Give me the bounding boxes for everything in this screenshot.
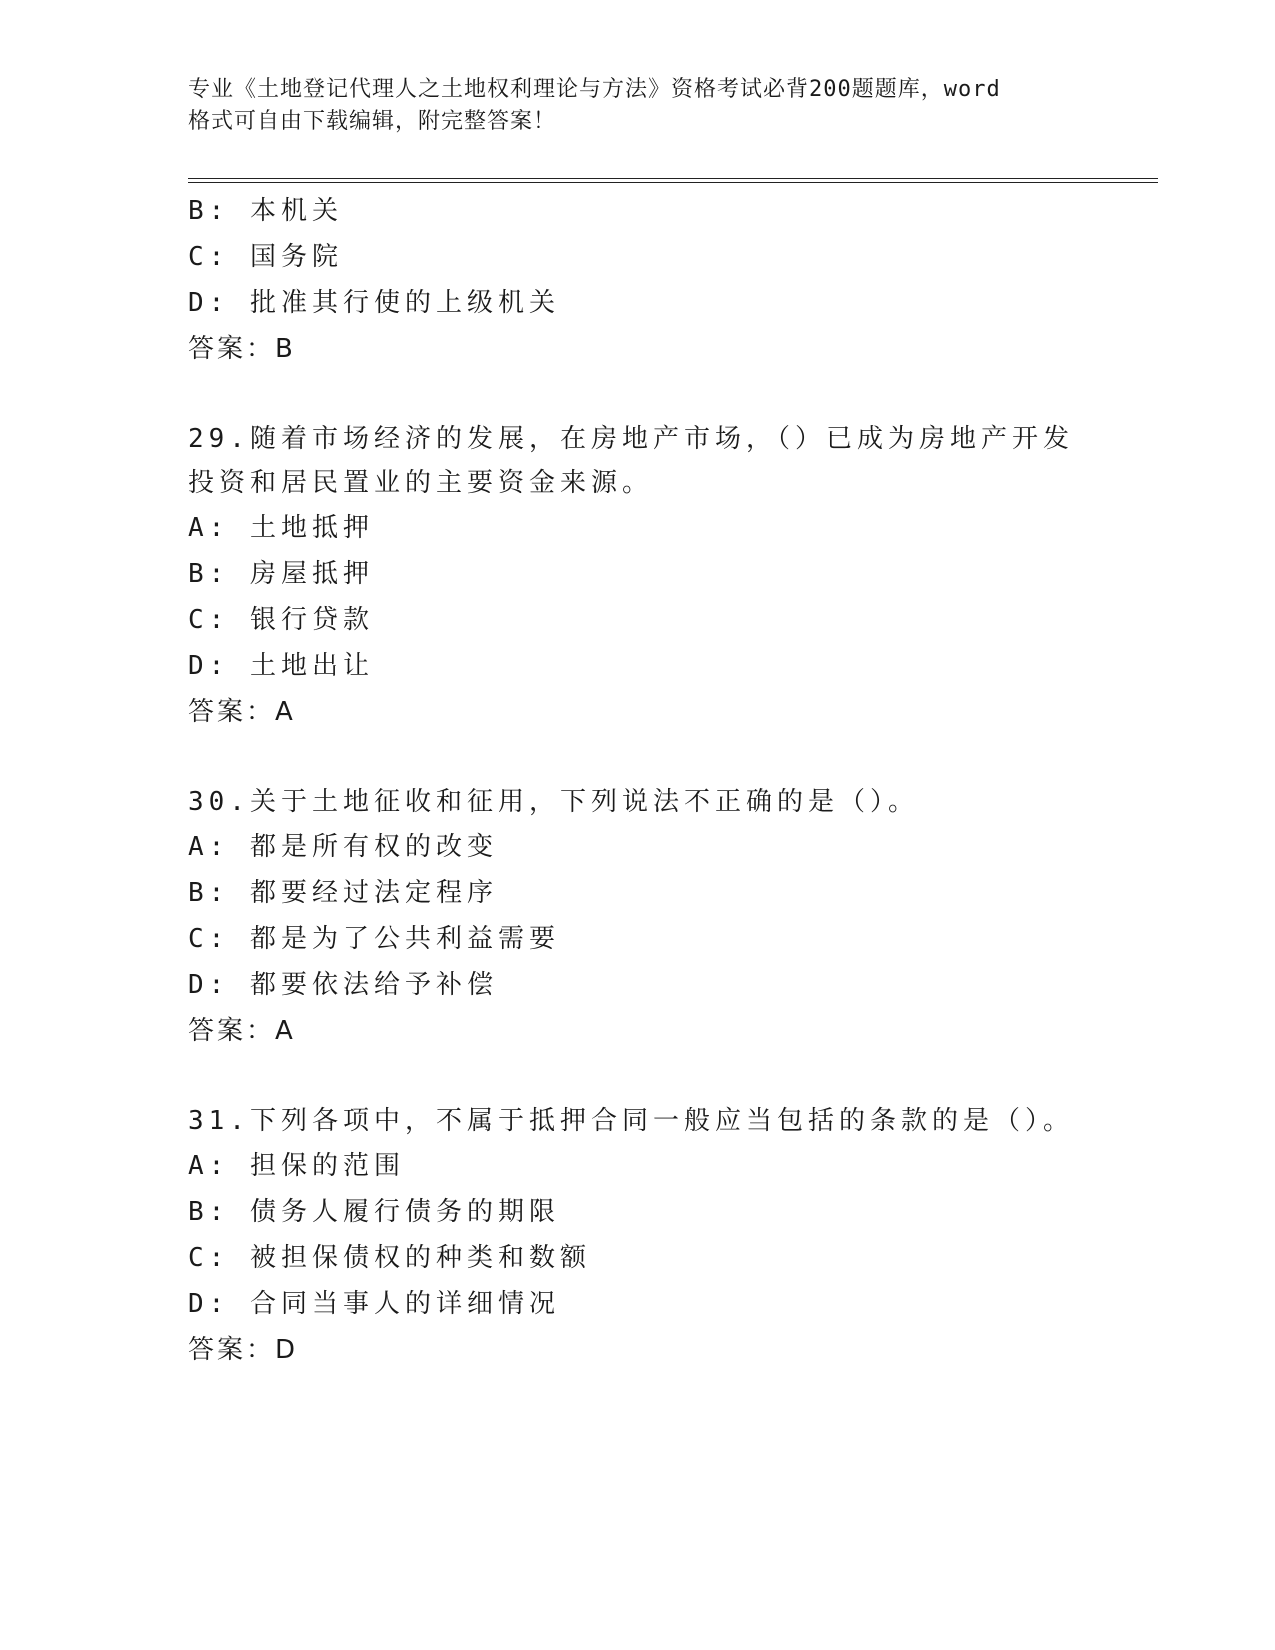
partial-question: [188, 188, 1088, 372]
option-a: A: 都是所有权的改变: [188, 832, 498, 862]
option-a: A: 土地抵押: [188, 513, 374, 543]
option-c: C: 被担保债权的种类和数额: [188, 1243, 591, 1273]
question-stem: 31.下列各项中，不属于抵押合同一般应当包括的条款的是（）。: [188, 1106, 1074, 1136]
option-d: D: 批准其行使的上级机关: [188, 288, 560, 318]
answer: 答案：A: [188, 1016, 296, 1046]
header-divider: [188, 178, 1158, 183]
option-d: D: 都要依法给予补偿: [188, 970, 498, 1000]
question-31: [188, 1099, 1088, 1373]
option-a: A: 担保的范围: [188, 1151, 405, 1181]
question-29: [188, 417, 1088, 735]
option-b: B: 债务人履行债务的期限: [188, 1197, 560, 1227]
document-body: [188, 188, 1088, 1373]
answer: 答案：D: [188, 1335, 299, 1365]
header-line-2: 格式可自由下载编辑，附完整答案！: [188, 109, 557, 134]
header-line-1: 专业《土地登记代理人之土地权利理论与方法》资格考试必背200题题库，word: [188, 77, 1001, 102]
document-header: [188, 74, 1088, 138]
question-stem: 29.随着市场经济的发展，在房地产市场，（）已成为房地产开发投资和居民置业的主要资金来源。: [188, 424, 1074, 498]
option-b: B: 房屋抵押: [188, 559, 374, 589]
answer: 答案：A: [188, 697, 296, 727]
answer: 答案：B: [188, 334, 296, 364]
option-d: D: 土地出让: [188, 651, 374, 681]
option-b: B: 都要经过法定程序: [188, 878, 498, 908]
option-c: C: 国务院: [188, 242, 343, 272]
option-d: D: 合同当事人的详细情况: [188, 1289, 560, 1319]
option-b: B: 本机关: [188, 196, 343, 226]
option-c: C: 都是为了公共利益需要: [188, 924, 560, 954]
question-stem: 30.关于土地征收和征用，下列说法不正确的是（）。: [188, 787, 919, 817]
option-c: C: 银行贷款: [188, 605, 374, 635]
question-30: [188, 780, 1088, 1054]
